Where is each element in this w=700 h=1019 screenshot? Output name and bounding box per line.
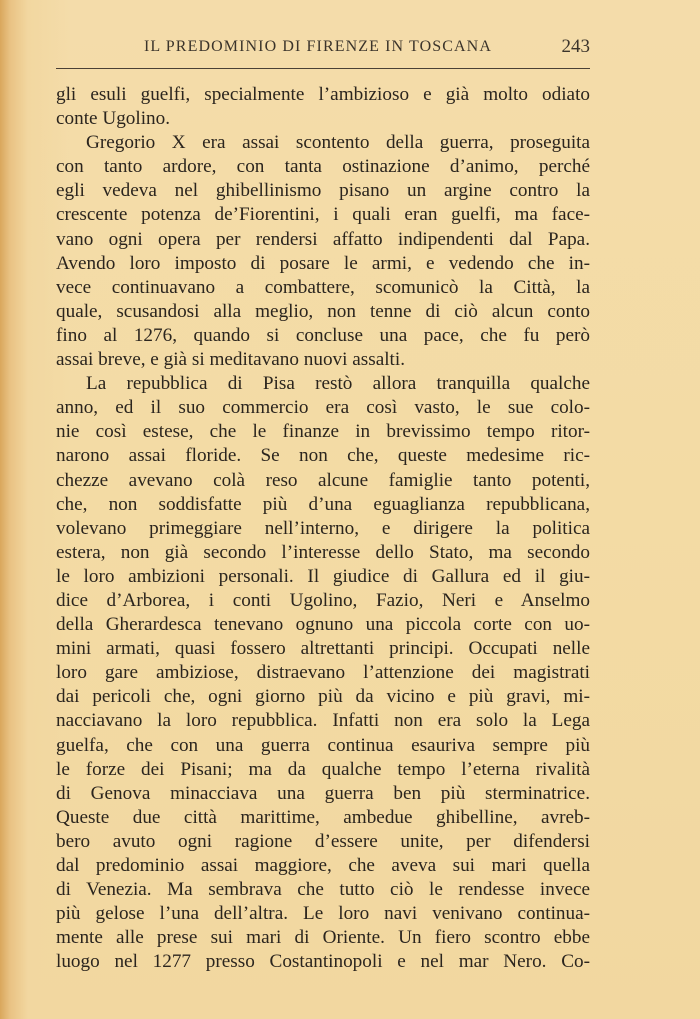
text-line: luogo nel 1277 presso Costantinopoli e nel mar Nero. Co- [56, 951, 590, 973]
text-line: che, non soddisfatte più d’una eguaglianza repubblicana, [56, 493, 590, 515]
text-line: estera, non già secondo l’interesse dello Stato, ma secondo [56, 541, 590, 563]
page-number: 243 [561, 36, 590, 57]
text-line: loro gare ambiziose, distraevano l’attenzione dei magistrati [56, 662, 590, 684]
body-text [56, 83, 590, 974]
text-line: le forze dei Pisani; ma da qualche tempo l’eterna rivalità [56, 758, 590, 780]
text-line: La repubblica di Pisa restò allora tranquilla qualche [86, 373, 590, 395]
text-line: anno, ed il suo commercio era così vasto, le sue colo- [56, 397, 590, 419]
text-line: le loro ambizioni personali. Il giudice di Gallura ed il giu- [56, 565, 590, 587]
text-line: volevano primeggiare nell’interno, e dirigere la politica [56, 517, 590, 539]
text-line: con tanto ardore, con tanta ostinazione d’animo, perché [56, 156, 590, 178]
text-line: più gelose l’una dell’altra. Le loro navi venivano continua- [56, 903, 590, 925]
text-line: assai breve, e già si meditavano nuovi assalti. [56, 349, 406, 371]
text-line: fino al 1276, quando si concluse una pace, che fu però [56, 324, 590, 346]
text-line: di Genova minacciava una guerra ben più sterminatrice. [56, 782, 590, 804]
text-line: vano ogni opera per rendersi affatto indipendenti dal Papa. [56, 228, 590, 250]
text-line: di Venezia. Ma sembrava che tutto ciò le rendesse invece [56, 879, 590, 901]
text-line: mini armati, quasi fossero altrettanti principi. Occupati nelle [56, 638, 590, 660]
text-line: dal predominio assai maggiore, che aveva sui mari quella [56, 855, 590, 876]
text-line: guelfa, che con una guerra continua esauriva sempre più [56, 734, 590, 756]
text-line: dai pericoli che, ogni giorno più da vicino e più gravi, mi- [56, 686, 590, 708]
text-line: quale, scusandosi alla meglio, non tenne di ciò alcun conto [56, 300, 590, 322]
text-line: vece continuavano a combattere, scomunicò la Città, la [56, 276, 590, 298]
text-line: mente alle prese sui mari di Oriente. Un fiero scontro ebbe [56, 927, 590, 949]
text-line: Queste due città marittime, ambedue ghibelline, avreb- [56, 806, 590, 828]
text-line: crescente potenza de’Fiorentini, i quali eran guelfi, ma face- [56, 204, 590, 226]
text-line: Gregorio X era assai scontento della guerra, proseguita [86, 132, 590, 154]
text-line: Avendo loro imposto di posare le armi, e vedendo che in- [56, 252, 590, 274]
text-line: chezze avevano colà reso alcune famiglie tanto potenti, [56, 469, 590, 491]
text-line: narono assai floride. Se non che, queste medesime ric- [56, 445, 590, 467]
text-line: nie così estese, che le finanze in brevissimo tempo ritor- [56, 421, 590, 443]
text-line: egli vedeva nel ghibellinismo pisano un argine contro la [56, 180, 590, 202]
page-header [56, 38, 592, 64]
text-line: nacciavano la loro repubblica. Infatti non era solo la Lega [56, 710, 590, 732]
header-rule [56, 68, 590, 69]
text-line: bero avuto ogni ragione d’essere unite, per difendersi [56, 830, 590, 852]
text-line: conte Ugolino. [56, 108, 171, 130]
text-line: dice d’Arborea, i conti Ugolino, Fazio, Neri e Anselmo [56, 589, 590, 611]
text-line: gli esuli guelfi, specialmente l’ambizioso e già molto odiato [56, 84, 590, 105]
running-title: IL PREDOMINIO DI FIRENZE IN TOSCANA [144, 38, 492, 55]
text-line: della Gherardesca tenevano ognuno una piccola corte con uo- [56, 614, 590, 636]
